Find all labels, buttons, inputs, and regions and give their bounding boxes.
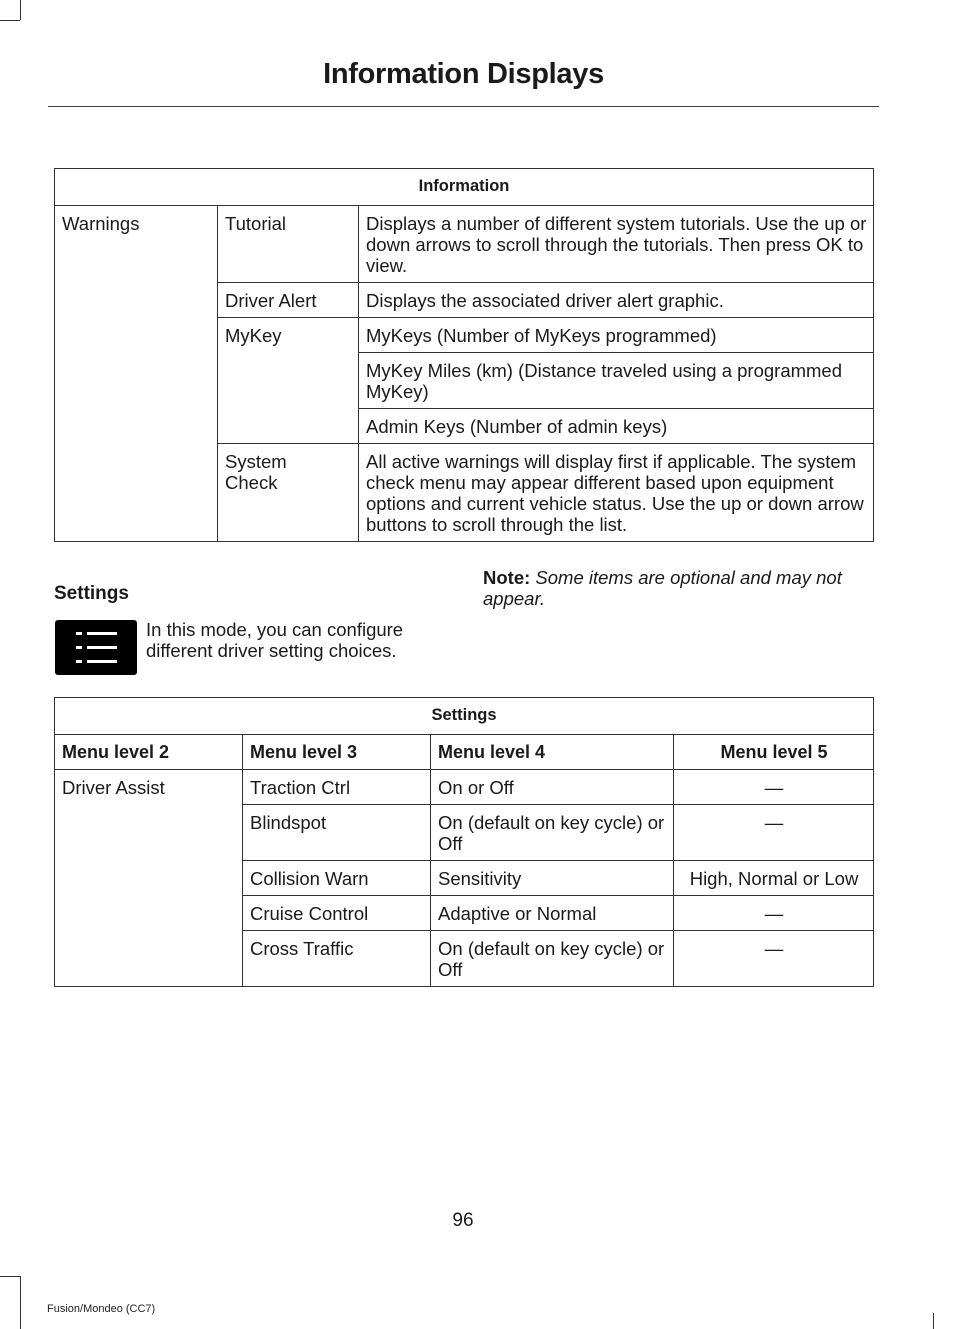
crop-mark [20,0,21,20]
item-detail: MyKeys (Number of MyKeys programmed) [359,318,874,353]
table-cell: On or Off [431,770,674,805]
item-detail: All active warnings will display first if applicable. The system check menu may appear different based upon equipment options and current vehicle status. Use the up or down arrow buttons to scroll through the list. [359,444,874,542]
table-cell: On (default on key cycle) or Off [431,805,674,861]
crop-mark [0,1276,20,1277]
item-detail: Admin Keys (Number of admin keys) [359,409,874,444]
table-caption: Information [55,169,874,206]
table-cell: — [674,805,874,861]
settings-heading: Settings [54,583,129,604]
table-cell: — [674,896,874,931]
crop-mark [0,20,20,21]
item-detail: Displays a number of different system tutorials. Use the up or down arrows to scroll through the tutorials. Then press OK to view. [359,206,874,283]
information-table [54,168,874,542]
item-detail: Displays the associated driver alert graphic. [359,283,874,318]
table-cell: On (default on key cycle) or Off [431,931,674,987]
table-cell: High, Normal or Low [674,861,874,896]
settings-description: In this mode, you can configure different driver setting choices. [146,619,404,661]
item-label: MyKey [218,318,359,444]
table-cell: — [674,770,874,805]
column-header: Menu level 2 [55,735,243,770]
item-label: Driver Alert [218,283,359,318]
table-cell: Cruise Control [243,896,431,931]
table-caption: Settings [55,698,874,735]
page-number: 96 [452,1210,474,1231]
table-row [55,770,874,805]
crop-mark [933,1313,934,1329]
table-cell: Blindspot [243,805,431,861]
footer-model-label: Fusion/Mondeo (CC7) [47,1303,156,1315]
table-cell: Cross Traffic [243,931,431,987]
table-cell: Collision Warn [243,861,431,896]
item-label: Tutorial [218,206,359,283]
settings-table [54,697,874,987]
table-cell: Traction Ctrl [243,770,431,805]
page-title: Information Displays [323,58,604,90]
column-header: Menu level 5 [674,735,874,770]
group-label: Driver Assist [55,770,243,987]
column-header: Menu level 3 [243,735,431,770]
group-label: Warnings [55,206,218,542]
table-cell: Sensitivity [431,861,674,896]
table-cell: — [674,931,874,987]
settings-list-icon [55,620,137,675]
crop-mark [20,1276,21,1329]
table-cell: Adaptive or Normal [431,896,674,931]
note-text: Some items are optional and may not appear. [483,567,842,609]
note [483,567,873,609]
column-header: Menu level 4 [431,735,674,770]
item-label: System Check [218,444,359,542]
title-divider [48,106,879,107]
note-label: Note: [483,567,531,588]
item-detail: MyKey Miles (km) (Distance traveled using a programmed MyKey) [359,353,874,409]
